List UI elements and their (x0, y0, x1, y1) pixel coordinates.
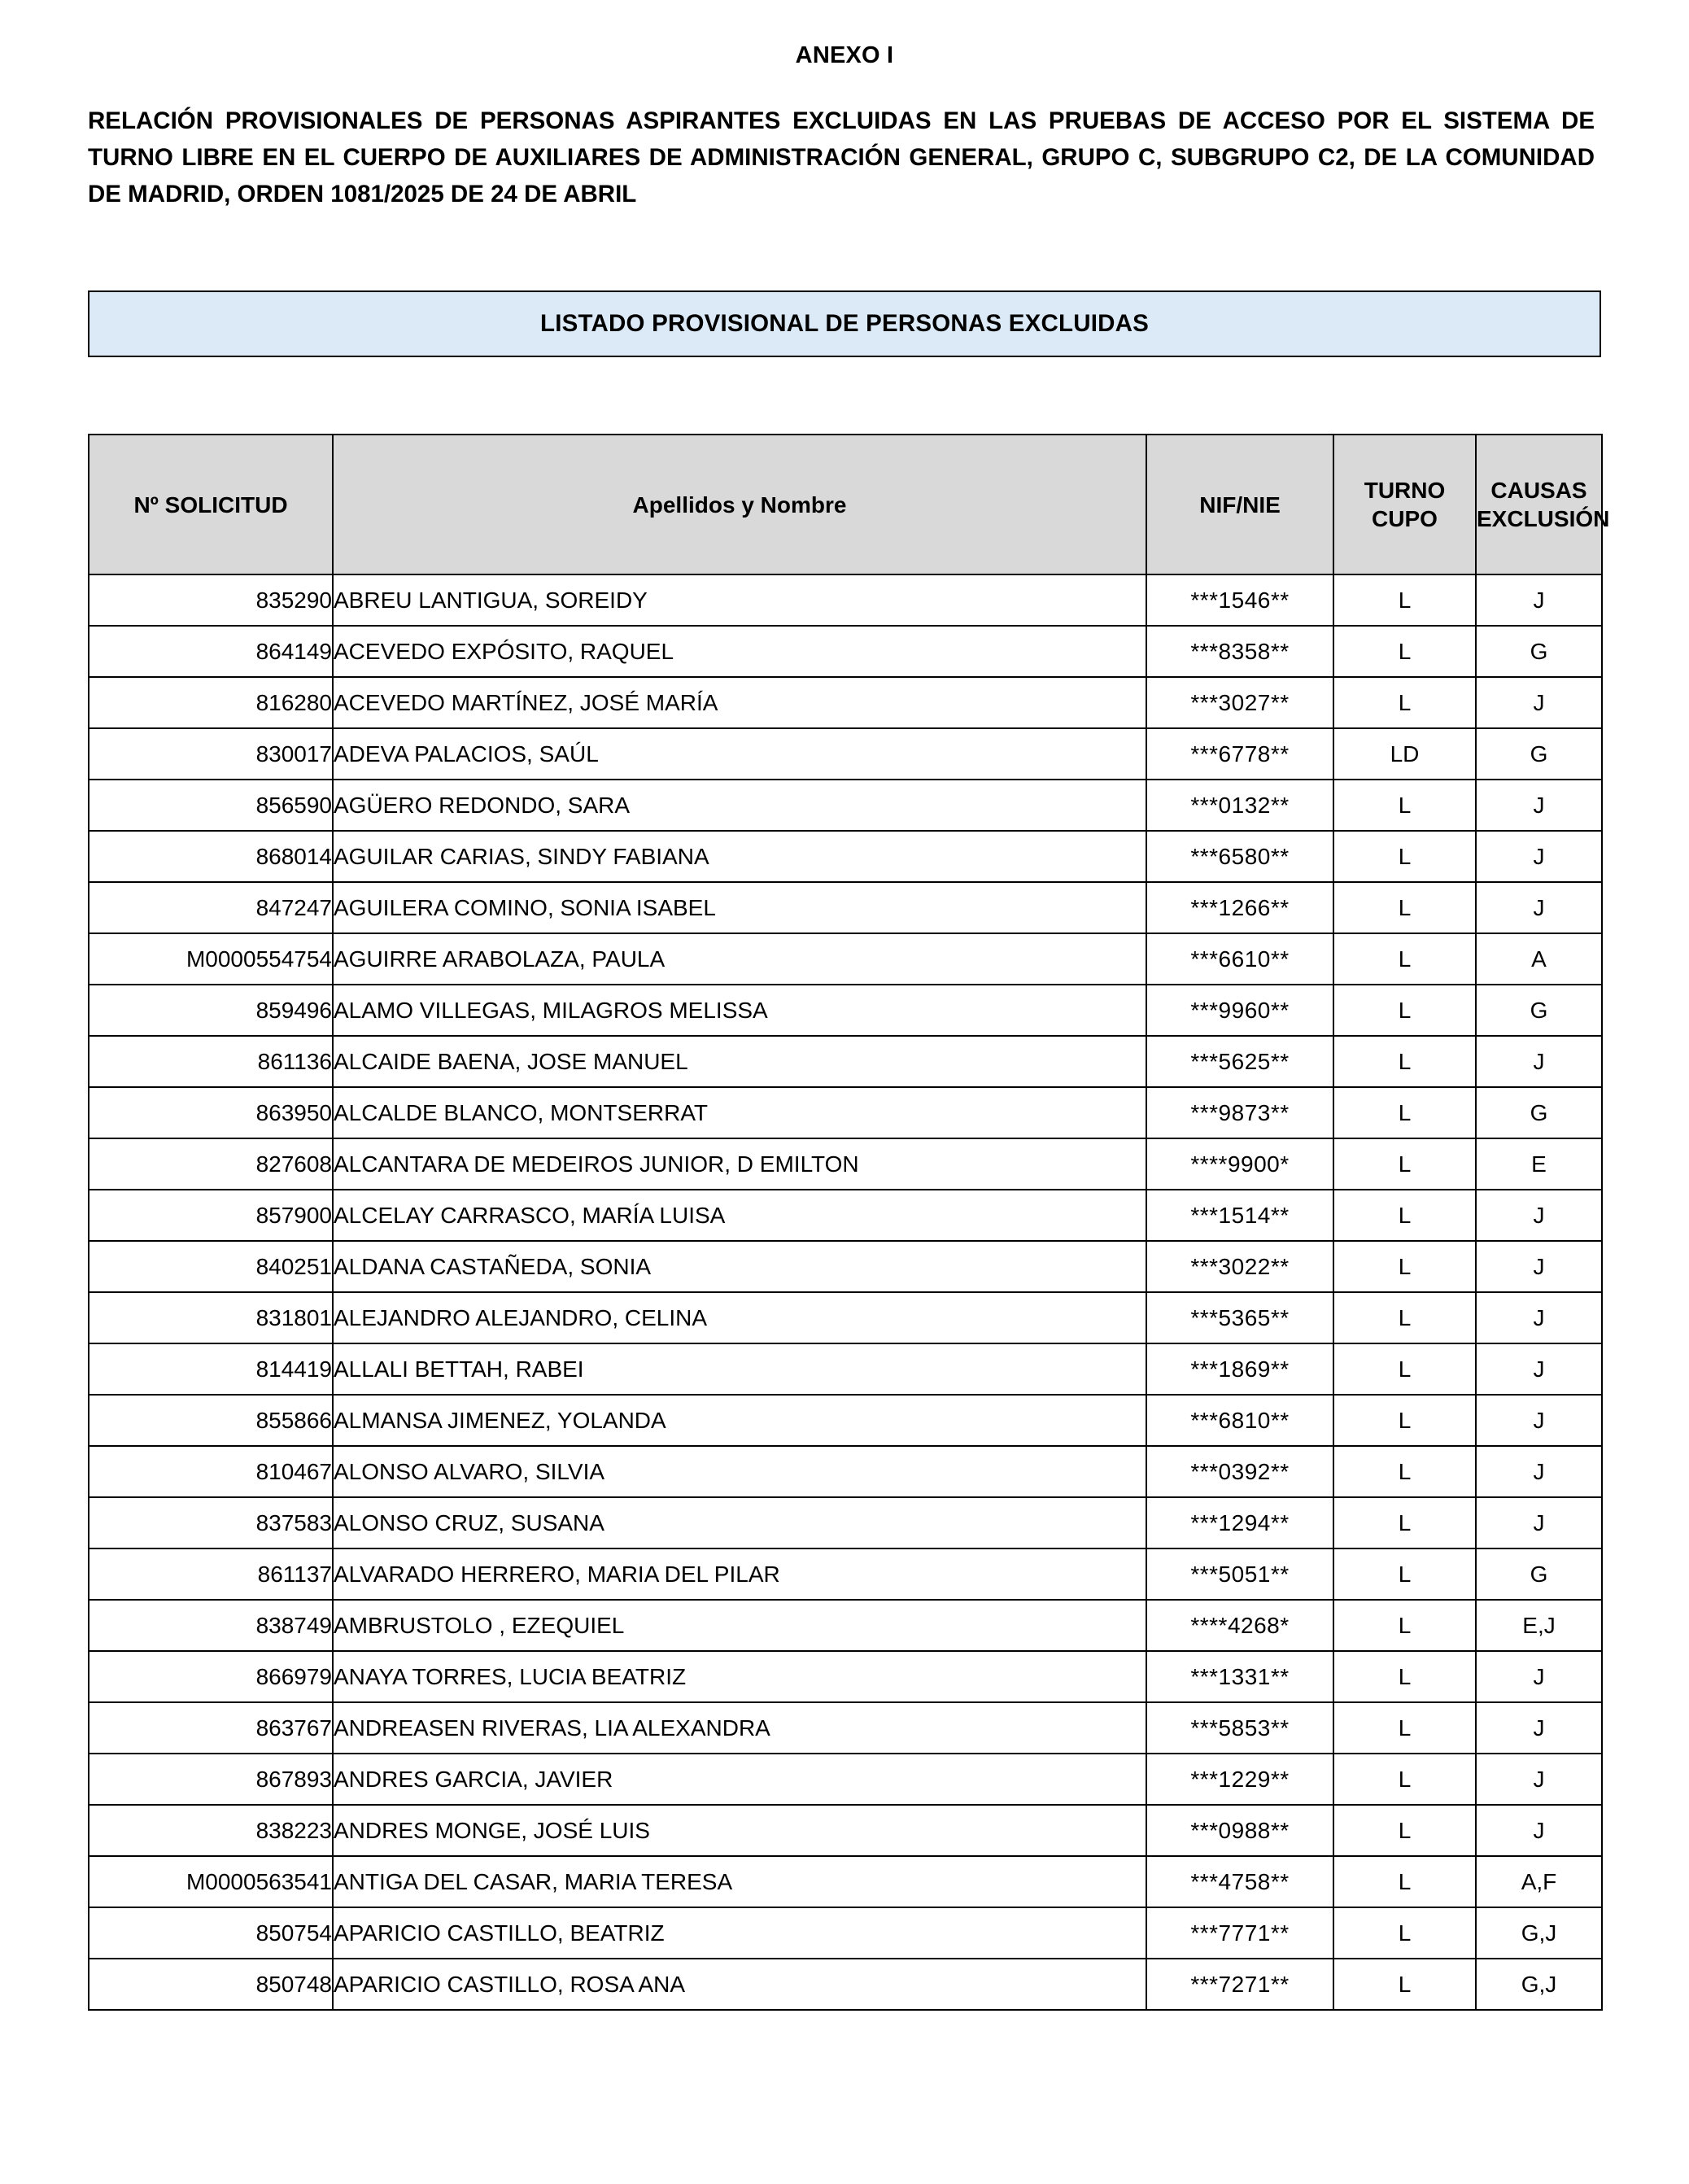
cell-nombre: AGUILAR CARIAS, SINDY FABIANA (333, 831, 1146, 882)
cell-causas: J (1476, 574, 1602, 626)
cell-solicitud: 810467 (89, 1446, 333, 1497)
cell-solicitud: 866979 (89, 1651, 333, 1702)
cell-turno: L (1333, 933, 1476, 985)
cell-turno: L (1333, 1702, 1476, 1754)
cell-nif: ***5365** (1146, 1292, 1333, 1343)
cell-nombre: ACEVEDO MARTÍNEZ, JOSÉ MARÍA (333, 677, 1146, 728)
table-row (89, 728, 1602, 780)
cell-causas: E (1476, 1138, 1602, 1190)
column-header-causas-line1: CAUSAS (1490, 478, 1587, 504)
cell-nif: ***5625** (1146, 1036, 1333, 1087)
table-row (89, 1343, 1602, 1395)
table-row (89, 1702, 1602, 1754)
cell-solicitud: 847247 (89, 882, 333, 933)
cell-nombre: ALEJANDRO ALEJANDRO, CELINA (333, 1292, 1146, 1343)
cell-nombre: ALMANSA JIMENEZ, YOLANDA (333, 1395, 1146, 1446)
table-row (89, 626, 1602, 677)
table-row (89, 677, 1602, 728)
cell-solicitud: 863767 (89, 1702, 333, 1754)
cell-solicitud: M0000563541 (89, 1856, 333, 1907)
cell-nombre: AGUILERA COMINO, SONIA ISABEL (333, 882, 1146, 933)
table-row (89, 1805, 1602, 1856)
cell-nombre: ANDRES GARCIA, JAVIER (333, 1754, 1146, 1805)
cell-nombre: APARICIO CASTILLO, BEATRIZ (333, 1907, 1146, 1959)
cell-causas: G (1476, 1548, 1602, 1600)
cell-nombre: ALCAIDE BAENA, JOSE MANUEL (333, 1036, 1146, 1087)
cell-turno: L (1333, 1036, 1476, 1087)
cell-nif: ***0988** (1146, 1805, 1333, 1856)
cell-solicitud: 867893 (89, 1754, 333, 1805)
cell-solicitud: 840251 (89, 1241, 333, 1292)
cell-nombre: AMBRUSTOLO , EZEQUIEL (333, 1600, 1146, 1651)
cell-nif: ***1514** (1146, 1190, 1333, 1241)
table-row (89, 1497, 1602, 1548)
cell-solicitud: 814419 (89, 1343, 333, 1395)
cell-turno: L (1333, 1395, 1476, 1446)
cell-turno: L (1333, 1856, 1476, 1907)
cell-causas: J (1476, 1395, 1602, 1446)
table-row (89, 1087, 1602, 1138)
cell-nombre: ANTIGA DEL CASAR, MARIA TERESA (333, 1856, 1146, 1907)
cell-solicitud: 863950 (89, 1087, 333, 1138)
cell-nombre: ALDANA CASTAÑEDA, SONIA (333, 1241, 1146, 1292)
cell-nombre: ALONSO ALVARO, SILVIA (333, 1446, 1146, 1497)
table-header-row (89, 435, 1602, 574)
cell-solicitud: 864149 (89, 626, 333, 677)
cell-causas: G,J (1476, 1959, 1602, 2010)
cell-nif: ***1546** (1146, 574, 1333, 626)
column-header-causas-line2: EXCLUSIÓN (1477, 506, 1610, 532)
cell-nombre: ANDRES MONGE, JOSÉ LUIS (333, 1805, 1146, 1856)
cell-solicitud: 868014 (89, 831, 333, 882)
cell-nif: ***6810** (1146, 1395, 1333, 1446)
cell-causas: J (1476, 1343, 1602, 1395)
cell-causas: J (1476, 1754, 1602, 1805)
cell-turno: L (1333, 1600, 1476, 1651)
cell-turno: L (1333, 882, 1476, 933)
cell-nif: ***3022** (1146, 1241, 1333, 1292)
cell-nif: ***1294** (1146, 1497, 1333, 1548)
table-row (89, 1600, 1602, 1651)
cell-turno: L (1333, 1907, 1476, 1959)
cell-nombre: AGÜERO REDONDO, SARA (333, 780, 1146, 831)
column-header-solicitud: Nº SOLICITUD (89, 435, 333, 574)
cell-nif: ***1229** (1146, 1754, 1333, 1805)
cell-nombre: AGUIRRE ARABOLAZA, PAULA (333, 933, 1146, 985)
cell-causas: J (1476, 882, 1602, 933)
cell-nombre: ALCALDE BLANCO, MONTSERRAT (333, 1087, 1146, 1138)
cell-turno: L (1333, 780, 1476, 831)
table-row (89, 1907, 1602, 1959)
intro-paragraph: RELACIÓN PROVISIONALES DE PERSONAS ASPIRANTES EXCLUIDAS EN LAS PRUEBAS DE ACCESO POR EL SISTEMA DE TURNO LIBRE EN EL CUERPO DE AUXILIARES DE ADMINISTRACIÓN GENERAL, GRUPO C, SUBGRUPO C2, DE LA COMUNIDAD DE MADRID, ORDEN 1081/2025 DE 24 DE ABRIL (88, 107, 1595, 207)
excluded-persons-table (88, 434, 1610, 2011)
cell-nif: ***6610** (1146, 933, 1333, 985)
cell-causas: G (1476, 985, 1602, 1036)
table-row (89, 1241, 1602, 1292)
table-row (89, 1395, 1602, 1446)
cell-causas: J (1476, 780, 1602, 831)
cell-nombre: ANDREASEN RIVERAS, LIA ALEXANDRA (333, 1702, 1146, 1754)
cell-causas: J (1476, 1036, 1602, 1087)
cell-nombre: ABREU LANTIGUA, SOREIDY (333, 574, 1146, 626)
cell-causas: E,J (1476, 1600, 1602, 1651)
table-row (89, 1548, 1602, 1600)
column-header-turno-line2: CUPO (1372, 506, 1438, 532)
banner-wrapper (88, 290, 1601, 357)
cell-solicitud: 850748 (89, 1959, 333, 2010)
cell-causas: J (1476, 1292, 1602, 1343)
cell-turno: L (1333, 1343, 1476, 1395)
table-row (89, 1446, 1602, 1497)
table-row (89, 882, 1602, 933)
annex-title: ANEXO I (795, 42, 894, 68)
cell-solicitud: 837583 (89, 1497, 333, 1548)
cell-turno: L (1333, 626, 1476, 677)
cell-turno: LD (1333, 728, 1476, 780)
cell-nif: ***1266** (1146, 882, 1333, 933)
cell-nif: ***4758** (1146, 1856, 1333, 1907)
cell-nombre: ANAYA TORRES, LUCIA BEATRIZ (333, 1651, 1146, 1702)
cell-nif: ***7271** (1146, 1959, 1333, 2010)
cell-solicitud: 827608 (89, 1138, 333, 1190)
cell-solicitud: 830017 (89, 728, 333, 780)
cell-nombre: ADEVA PALACIOS, SAÚL (333, 728, 1146, 780)
column-header-nif: NIF/NIE (1146, 435, 1333, 574)
cell-turno: L (1333, 1138, 1476, 1190)
cell-causas: G (1476, 1087, 1602, 1138)
cell-nif: ***0132** (1146, 780, 1333, 831)
column-header-nombre: Apellidos y Nombre (333, 435, 1146, 574)
cell-turno: L (1333, 1805, 1476, 1856)
cell-turno: L (1333, 1190, 1476, 1241)
cell-turno: L (1333, 1959, 1476, 2010)
table-row (89, 1651, 1602, 1702)
cell-solicitud: 835290 (89, 574, 333, 626)
cell-turno: L (1333, 1087, 1476, 1138)
cell-solicitud: 816280 (89, 677, 333, 728)
cell-nif: ***7771** (1146, 1907, 1333, 1959)
cell-solicitud: 831801 (89, 1292, 333, 1343)
cell-nombre: ALONSO CRUZ, SUSANA (333, 1497, 1146, 1548)
cell-turno: L (1333, 1497, 1476, 1548)
table-body (89, 574, 1602, 2010)
table-row (89, 831, 1602, 882)
column-header-turno-cupo (1333, 435, 1476, 574)
cell-causas: J (1476, 831, 1602, 882)
table-row (89, 780, 1602, 831)
cell-solicitud: 855866 (89, 1395, 333, 1446)
cell-causas: J (1476, 677, 1602, 728)
table-row (89, 1754, 1602, 1805)
cell-turno: L (1333, 574, 1476, 626)
table-row (89, 1856, 1602, 1907)
cell-causas: J (1476, 1446, 1602, 1497)
cell-causas: J (1476, 1805, 1602, 1856)
cell-turno: L (1333, 1292, 1476, 1343)
cell-solicitud: 838223 (89, 1805, 333, 1856)
table-row (89, 1190, 1602, 1241)
column-header-causas-exclusion (1476, 435, 1610, 574)
table-row (89, 985, 1602, 1036)
cell-nombre: ALLALI BETTAH, RABEI (333, 1343, 1146, 1395)
table-row (89, 574, 1602, 626)
cell-nif: ***0392** (1146, 1446, 1333, 1497)
cell-nif: ***3027** (1146, 677, 1333, 728)
cell-turno: L (1333, 1446, 1476, 1497)
provisional-list-banner (88, 290, 1601, 357)
table-header (89, 435, 1610, 574)
cell-solicitud: M0000554754 (89, 933, 333, 985)
cell-nif: ***6778** (1146, 728, 1333, 780)
cell-causas: J (1476, 1241, 1602, 1292)
table-row (89, 1292, 1602, 1343)
cell-solicitud: 861136 (89, 1036, 333, 1087)
cell-turno: L (1333, 985, 1476, 1036)
cell-nombre: APARICIO CASTILLO, ROSA ANA (333, 1959, 1146, 2010)
table-row (89, 1959, 1602, 2010)
cell-nif: ***8358** (1146, 626, 1333, 677)
cell-nif: ****4268* (1146, 1600, 1333, 1651)
cell-causas: A,F (1476, 1856, 1602, 1907)
cell-turno: L (1333, 1651, 1476, 1702)
cell-nombre: ACEVEDO EXPÓSITO, RAQUEL (333, 626, 1146, 677)
cell-solicitud: 838749 (89, 1600, 333, 1651)
cell-solicitud: 857900 (89, 1190, 333, 1241)
cell-solicitud: 856590 (89, 780, 333, 831)
cell-turno: L (1333, 1241, 1476, 1292)
cell-nif: ***9873** (1146, 1087, 1333, 1138)
cell-turno: L (1333, 677, 1476, 728)
banner-title: LISTADO PROVISIONAL DE PERSONAS EXCLUIDAS (540, 310, 1149, 338)
cell-nif: ***5853** (1146, 1702, 1333, 1754)
cell-turno: L (1333, 831, 1476, 882)
cell-causas: J (1476, 1651, 1602, 1702)
cell-causas: G (1476, 728, 1602, 780)
table-row (89, 1036, 1602, 1087)
cell-causas: A (1476, 933, 1602, 985)
column-header-turno-line1: TURNO (1364, 478, 1446, 504)
cell-causas: J (1476, 1190, 1602, 1241)
cell-nif: ***6580** (1146, 831, 1333, 882)
cell-solicitud: 859496 (89, 985, 333, 1036)
table-row (89, 933, 1602, 985)
cell-nif: ***9960** (1146, 985, 1333, 1036)
cell-nif: ****9900* (1146, 1138, 1333, 1190)
cell-solicitud: 850754 (89, 1907, 333, 1959)
cell-causas: G (1476, 626, 1602, 677)
cell-nombre: ALVARADO HERRERO, MARIA DEL PILAR (333, 1548, 1146, 1600)
cell-causas: J (1476, 1497, 1602, 1548)
cell-causas: J (1476, 1702, 1602, 1754)
cell-causas: G,J (1476, 1907, 1602, 1959)
cell-nombre: ALCANTARA DE MEDEIROS JUNIOR, D EMILTON (333, 1138, 1146, 1190)
cell-nif: ***1869** (1146, 1343, 1333, 1395)
cell-nif: ***5051** (1146, 1548, 1333, 1600)
cell-nombre: ALAMO VILLEGAS, MILAGROS MELISSA (333, 985, 1146, 1036)
table-row (89, 1138, 1602, 1190)
cell-nombre: ALCELAY CARRASCO, MARÍA LUISA (333, 1190, 1146, 1241)
cell-nif: ***1331** (1146, 1651, 1333, 1702)
cell-turno: L (1333, 1754, 1476, 1805)
cell-solicitud: 861137 (89, 1548, 333, 1600)
cell-turno: L (1333, 1548, 1476, 1600)
